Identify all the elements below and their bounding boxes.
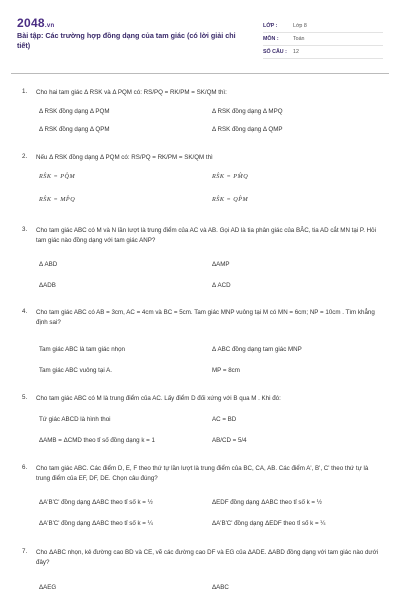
option[interactable]: Δ ABD — [39, 261, 58, 268]
question-text: Cho tam giác ABC có M và N lần lượt là trung điểm của AC và AB. Gọi AD là tia phân giác của BÂC, tia AD cắt MN tại P. Hỏi tam giác nào đồng dạng với tam giác ANP? — [36, 227, 376, 244]
worksheet — [11, 7, 389, 600]
option[interactable]: AC = BD — [212, 416, 237, 423]
option[interactable]: ΔAMP — [212, 261, 230, 268]
question-number: 5. — [22, 394, 28, 401]
meta-label: LỚP : — [263, 23, 278, 29]
option[interactable]: ΔA'B'C' đồng dạng ΔABC theo tỉ số k = ¼ — [39, 520, 153, 527]
option[interactable]: ΔAEG — [39, 584, 57, 591]
meta-label: SỐ CÂU : — [263, 49, 287, 55]
question-text: Cho tam giác ABC có AB = 3cm, AC = 4cm và BC = 5cm. Tam giác MNP vuông tại M có MN = 6cm; NP = 10cm . Tìm khẳng định sai? — [36, 309, 375, 326]
option[interactable]: Tứ giác ABCD là hình thoi — [39, 416, 111, 423]
option[interactable]: ΔAMB = ΔCMD theo tỉ số đồng dạng k = 1 — [39, 437, 155, 444]
option[interactable]: ΔADB — [39, 282, 56, 289]
header-divider — [11, 73, 389, 74]
question-number: 7. — [22, 548, 28, 555]
meta-value: 12 — [293, 49, 299, 55]
option[interactable]: ΔA'B'C' đồng dạng ΔEDF theo tỉ số k = ¼ — [212, 520, 326, 527]
option[interactable]: Δ ABC đồng dạng tam giác MNP — [212, 346, 302, 353]
question-text: Cho tam giác ABC. Các điểm D, E, F theo thứ tự lần lượt là trung điểm của BC, CA, AB. Các điểm A', B', C' theo thứ tự là trung điểm của EF, DF, DE. Chọn câu đúng? — [36, 465, 369, 482]
option[interactable]: RŜK = MP̂Q — [39, 196, 76, 203]
page-title: Bài tập: Các trường hợp đồng dạng của tam giác (có lời giải chi tiết) — [17, 31, 236, 50]
logo-text: 2048 — [17, 16, 45, 30]
option[interactable]: ΔA'B'C' đồng dạng ΔABC theo tỉ số k = ½ — [39, 499, 153, 506]
option[interactable]: Δ RSK đồng dạng Δ MPQ — [212, 108, 283, 115]
logo[interactable] — [17, 16, 54, 30]
option[interactable]: RŜK = PM̂Q — [212, 173, 249, 180]
question-text: Cho tam giác ABC có M là trung điểm của AC. Lấy điểm D đối xứng với B qua M . Khi đó: — [36, 395, 281, 402]
option[interactable]: AB/CD = 5/4 — [212, 437, 247, 444]
meta-label: MÔN : — [263, 36, 279, 42]
option[interactable]: Δ RSK đồng dạng Δ QPM — [39, 126, 110, 133]
meta-row-subject — [263, 33, 383, 46]
question-number: 6. — [22, 464, 28, 471]
meta-info — [263, 20, 383, 59]
option[interactable]: Tam giác ABC là tam giác nhọn — [39, 346, 125, 353]
question-text: Nếu Δ RSK đồng dạng Δ PQM có: RS/PQ = RK/PM = SK/QM thì — [36, 154, 213, 161]
option[interactable]: Δ RSK đồng dạng Δ PQM — [39, 108, 110, 115]
meta-value: Lớp 8 — [293, 23, 307, 29]
option[interactable]: Δ ACD — [212, 282, 231, 289]
question-text: Cho hai tam giác Δ RSK và Δ PQM có: RS/PQ = RK/PM = SK/QM thì: — [36, 89, 227, 96]
question-number: 1. — [22, 88, 28, 95]
option[interactable]: Tam giác ABC vuông tại A. — [39, 367, 112, 374]
option[interactable]: ΔABC — [212, 584, 229, 591]
question-number: 3. — [22, 226, 28, 233]
option[interactable]: RŜK = QP̂M — [212, 196, 249, 203]
question-number: 4. — [22, 308, 28, 315]
option[interactable]: RŜK = PQ̂M — [39, 173, 76, 180]
option[interactable]: MP = 8cm — [212, 367, 240, 374]
option[interactable]: Δ RSK đồng dạng Δ QMP — [212, 126, 283, 133]
question-text: Cho ΔABC nhọn, kẻ đường cao BD và CE, vẽ các đường cao DF và EG của ΔADE. ΔABD đồng dạng với tam giác nào dưới đây? — [36, 549, 378, 566]
option[interactable]: ΔEDF đồng dạng ΔABC theo tỉ số k = ½ — [212, 499, 322, 506]
logo-suffix: .vn — [44, 23, 55, 29]
meta-value: Toán — [293, 36, 305, 42]
question-number: 2. — [22, 153, 28, 160]
meta-row-grade — [263, 20, 383, 33]
header — [11, 7, 389, 67]
meta-row-count — [263, 46, 383, 59]
